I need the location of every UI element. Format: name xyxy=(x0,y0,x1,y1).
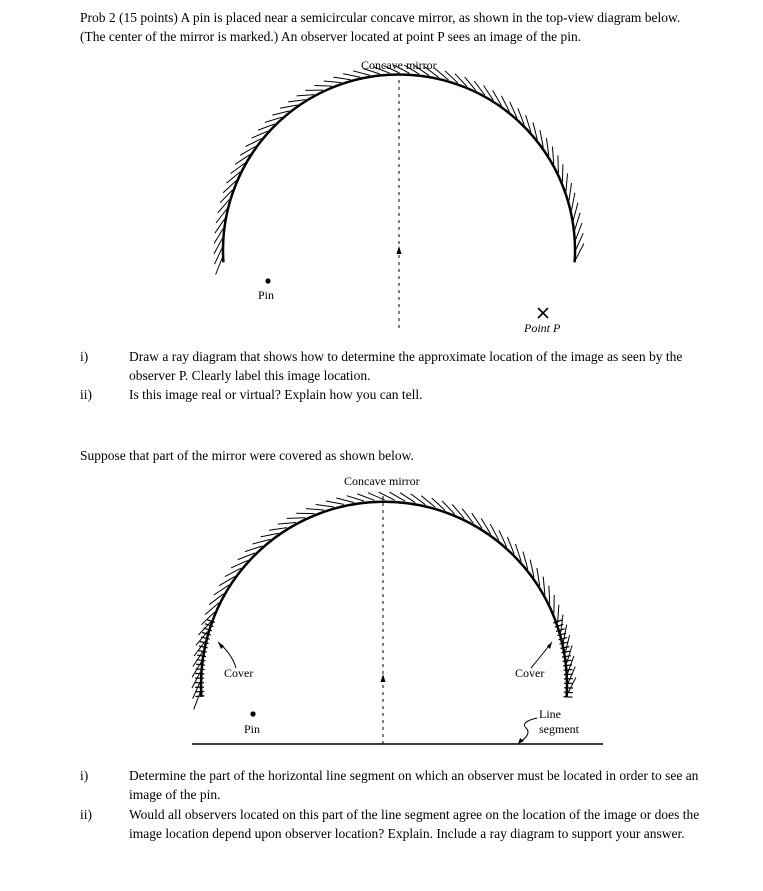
cover-left-mark xyxy=(196,664,205,665)
hatch-mark xyxy=(572,193,575,210)
mirror-covers xyxy=(195,619,573,697)
cover-left-mark xyxy=(198,651,207,653)
cover-left-mark xyxy=(197,660,206,661)
hatch-mark xyxy=(316,505,334,508)
pin-dot xyxy=(250,711,255,716)
line-segment-leader xyxy=(520,718,537,742)
cover-right-mark xyxy=(561,651,570,653)
hatch-mark xyxy=(389,492,405,501)
cover-left-mark xyxy=(195,696,204,697)
cover-right-mark xyxy=(564,670,573,671)
hatch-mark xyxy=(306,509,324,510)
point-p-marker xyxy=(538,308,548,318)
hatch-mark xyxy=(214,228,223,243)
question-4-number: ii) xyxy=(80,807,92,822)
cover-left-label: Cover xyxy=(224,666,254,680)
hatch-mark xyxy=(314,86,332,87)
hatch-mark xyxy=(324,81,342,83)
cover-left-mark xyxy=(197,655,206,656)
cover-left-mark xyxy=(196,669,205,670)
hatch-mark xyxy=(278,523,296,525)
center-mark-arrow xyxy=(381,674,386,682)
figure2-mirror-label: Concave mirror xyxy=(344,474,420,488)
figure-2-diagram xyxy=(0,470,763,770)
cover-right-mark xyxy=(560,647,569,649)
hatch-mark xyxy=(543,577,545,595)
figure2-pin-label: Pin xyxy=(244,722,261,736)
concave-mirror-arc xyxy=(201,502,567,697)
cover-right-mark xyxy=(562,656,571,657)
question-1-number: i) xyxy=(80,349,89,364)
question-3-text: Determine the part of the horizontal line segment on which an observer must be located in order to see an image of the pin. xyxy=(129,768,699,802)
hatch-mark xyxy=(573,203,578,220)
problem-intro: Prob 2 (15 points) A pin is placed near a semicircular concave mirror, as shown in the top-view diagram below. (The center of the mirror is marked.) An observer located at point P sees an image of the pin. xyxy=(80,10,681,44)
hatch-mark xyxy=(569,183,572,201)
hatch-mark xyxy=(287,518,305,519)
hatch-mark xyxy=(347,496,364,501)
question-1-text: Draw a ray diagram that shows how to determine the approximate location of the image as seen by the observer P. Clearly label this image location. xyxy=(129,349,683,383)
cover-right-label: Cover xyxy=(515,666,545,680)
hatch-mark xyxy=(576,244,584,260)
figure1-mirror-label: Concave mirror xyxy=(361,58,437,72)
line-segment-label-2: segment xyxy=(539,722,579,736)
cover-right-mark xyxy=(564,697,573,698)
hatch-mark xyxy=(326,501,344,504)
hatch-mark xyxy=(343,74,360,78)
cover-left-mark xyxy=(195,673,204,674)
question-4-text: Would all observers located on this part of the line segment agree on the location of the image or does the image location depend upon observer location? Explain. Include a ray diagram to support your answer. xyxy=(129,807,700,841)
cover-right-mark xyxy=(563,660,572,661)
figure-1-diagram xyxy=(0,0,763,345)
hatch-mark xyxy=(558,605,559,623)
part2-intro: Suppose that part of the mirror were covered as shown below. xyxy=(80,448,414,463)
line-segment-label-1: Line xyxy=(539,707,561,721)
hatch-mark xyxy=(297,95,315,96)
hatch-mark xyxy=(336,498,354,503)
figure1-pin-label: Pin xyxy=(258,288,275,302)
hatch-mark xyxy=(566,174,568,192)
hatch-mark xyxy=(575,213,580,230)
hatch-mark xyxy=(549,586,550,604)
pin-dot xyxy=(265,278,270,283)
hatch-mark xyxy=(333,77,351,80)
question-2-text: Is this image real or virtual? Explain how you can tell. xyxy=(129,387,423,402)
hatch-mark xyxy=(562,164,563,182)
point-p-label: Point P xyxy=(524,321,561,335)
hatch-mark xyxy=(552,147,553,165)
question-2-number: ii) xyxy=(80,387,92,402)
hatch-mark xyxy=(400,493,415,503)
question-3-number: i) xyxy=(80,768,89,783)
center-mark-arrow xyxy=(397,246,402,254)
hatch-mark xyxy=(568,677,576,693)
cover-right-mark xyxy=(564,674,573,675)
hatch-mark xyxy=(558,155,559,173)
